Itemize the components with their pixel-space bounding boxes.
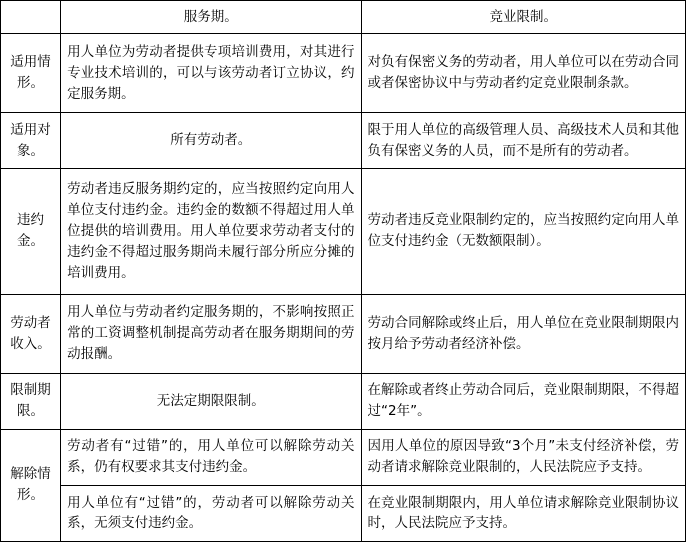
- cell-service-penalty: 劳动者违反服务期约定的，应当按照约定向用人单位支付违约金。违约金的数额不得超过用人单位提供的培训费用。用人单位要求劳动者支付的违约金不得超过服务期尚未履行部分所应分摊的培训费用。: [61, 169, 361, 294]
- header-corner-cell: [1, 1, 61, 34]
- table-row: [1, 429, 686, 485]
- table-row: [1, 485, 686, 541]
- row-label-worker-income: 劳动者收入。: [1, 294, 61, 373]
- row-label-applicable-subject: 适用对象。: [1, 113, 61, 169]
- table-row: [1, 294, 686, 373]
- table-row: [1, 169, 686, 294]
- cell-noncompete-termination-1: 因用人单位的原因导致“3个月”未支付经济补偿，劳动者请求解除竞业限制的，人民法院应予支持。: [361, 429, 685, 485]
- row-label-penalty: 违约金。: [1, 169, 61, 294]
- row-label-applicable-situation: 适用情形。: [1, 34, 61, 113]
- cell-noncompete-termination-2: 在竞业限制期限内，用人单位请求解除竞业限制协议时，人民法院应予支持。: [361, 485, 685, 541]
- table-row: [1, 113, 686, 169]
- cell-service-worker-income: 用人单位与劳动者约定服务期的，不影响按照正常的工资调整机制提高劳动者在服务期期间的劳动报酬。: [61, 294, 361, 373]
- table-row: [1, 373, 686, 429]
- cell-noncompete-restriction-period: 在解除或者终止劳动合同后，竞业限制期限，不得超过“2年”。: [361, 373, 685, 429]
- cell-noncompete-penalty: 劳动者违反竞业限制约定的，应当按照约定向用人单位支付违约金（无数额限制）。: [361, 169, 685, 294]
- table-header-row: [1, 1, 686, 34]
- cell-noncompete-worker-income: 劳动合同解除或终止后，用人单位在竞业限制期限内按月给予劳动者经济补偿。: [361, 294, 685, 373]
- table-row: [1, 34, 686, 113]
- cell-service-termination-1: 劳动者有“过错”的，用人单位可以解除劳动关系，仍有权要求其支付违约金。: [61, 429, 361, 485]
- cell-service-applicable-subject: 所有劳动者。: [61, 113, 361, 169]
- cell-service-applicable-situation: 用人单位为劳动者提供专项培训费用，对其进行专业技术培训的，可以与该劳动者订立协议，约定服务期。: [61, 34, 361, 113]
- cell-noncompete-applicable-subject: 限于用人单位的高级管理人员、高级技术人员和其他负有保密义务的人员，而不是所有的劳动者。: [361, 113, 685, 169]
- cell-service-restriction-period: 无法定期限限制。: [61, 373, 361, 429]
- row-label-termination-situation: 解除情形。: [1, 429, 61, 541]
- header-noncompete: 竞业限制。: [361, 1, 685, 34]
- cell-service-termination-2: 用人单位有“过错”的，劳动者可以解除劳动关系，无须支付违约金。: [61, 485, 361, 541]
- row-label-restriction-period: 限制期限。: [1, 373, 61, 429]
- header-service-period: 服务期。: [61, 1, 361, 34]
- cell-noncompete-applicable-situation: 对负有保密义务的劳动者，用人单位可以在劳动合同或者保密协议中与劳动者约定竞业限制条款。: [361, 34, 685, 113]
